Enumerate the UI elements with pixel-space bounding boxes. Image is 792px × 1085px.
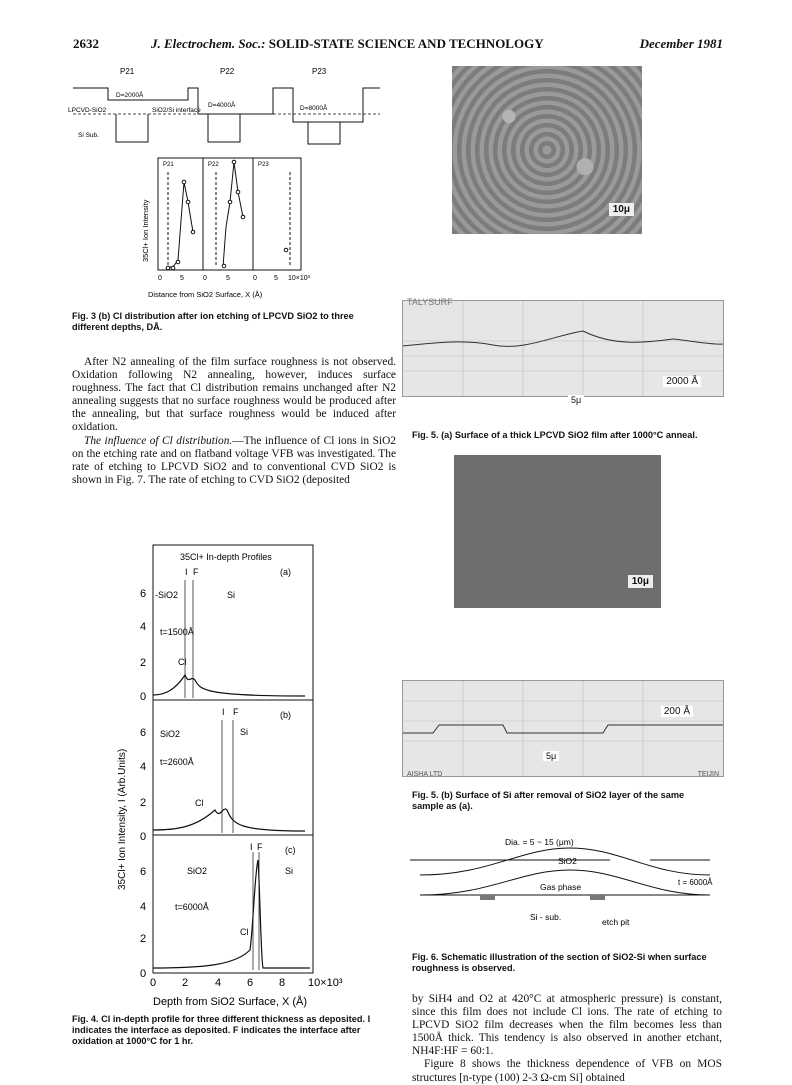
right-column-text [412,993,722,1085]
svg-text:P21: P21 [163,162,174,168]
svg-text:5: 5 [180,275,184,282]
fig6-etch: etch pit [602,917,630,927]
right-paragraph-1: by SiH4 and O2 at 420°C at atmospheric pressure) is constant, since this film does not include Cl ions. The rate of etching to LPCVD SiO2 film decreases when the film becomes less than 1500Å thick. This tendency is also observed in another etchant, NH4F:HF = 60:1. [412,993,722,1058]
svg-text:t=6000Å: t=6000Å [175,902,209,912]
svg-text:2: 2 [182,977,189,989]
fig5a-scale-bar: 10μ [609,203,634,216]
svg-text:I: I [185,567,188,577]
svg-text:5: 5 [226,275,230,282]
talysurf-label: TALYSURF [407,297,453,307]
fig4-title: 35Cl+ In-depth Profiles [180,552,272,562]
svg-text:6: 6 [140,866,147,878]
trace-b-scale: 200 Å [661,706,693,717]
svg-text:4: 4 [140,901,147,913]
fig3-caption: Fig. 3 (b) Cl distribution after ion etching of LPCVD SiO2 to three different depths, DÅ. [72,311,354,332]
svg-text:0: 0 [140,831,147,843]
svg-text:Si: Si [285,866,294,876]
journal-title: J. Electrochem. Soc.: SOLID-STATE SCIENCE AND TECHNOLOGY [151,36,544,51]
figure-4 [105,540,400,1010]
issue-date: December 1981 [639,36,723,51]
svg-text:4: 4 [140,621,147,633]
fig3-interface-label: SiO2/Si interface [152,107,201,114]
svg-text:I: I [250,842,253,852]
left-paragraph-2: The influence of Cl distribution.—The influence of Cl ions in SiO2 on the etching rate and on flatband voltage VFB was investigated. The rate of etching to LPCVD SiO2 and to conventional CVD SiO2 is shown in Fig. 7. The rate of etching to CVD SiO2 (deposited [72,434,396,486]
svg-text:6: 6 [140,588,147,600]
right-paragraph-2: Figure 8 shows the thickness dependence of VFB on MOS structures [n-type (100) 2-3 Ω-cm Si] obtained [412,1058,722,1084]
fig5a-micrograph [452,66,642,234]
svg-text:(c): (c) [285,845,296,855]
svg-text:5: 5 [274,275,278,282]
fig5b-scale-bar: 10μ [628,575,653,588]
svg-text:10×10³: 10×10³ [288,275,310,282]
fig6-caption: Fig. 6. Schematic illustration of the section of SiO2-Si when surface roughness is observed. [412,952,707,973]
svg-text:2: 2 [140,657,147,669]
figure-3 [68,62,398,307]
svg-text:0: 0 [203,275,207,282]
fig3-xticks [158,275,311,282]
svg-text:8: 8 [279,977,286,989]
svg-text:(a): (a) [280,567,291,577]
svg-text:Cl: Cl [240,927,249,937]
page-header [73,36,723,56]
svg-text:(b): (b) [280,710,291,720]
fig3-sample-p21: P21 [120,67,135,76]
svg-text:Si: Si [227,590,236,600]
fig6-gas: Gas phase [540,882,582,892]
svg-text:F: F [193,567,199,577]
svg-text:SiO2: SiO2 [160,729,181,739]
fig6-sio2: SiO2 [558,856,577,866]
svg-text:2: 2 [140,797,147,809]
fig3-ylabel: 35Cl+ Ion Intensity [141,199,150,262]
svg-text:P23: P23 [258,162,269,168]
svg-text:-SiO2: -SiO2 [155,590,179,600]
svg-text:6: 6 [247,977,254,989]
svg-text:F: F [233,707,239,717]
svg-text:P22: P22 [208,162,219,168]
fig4-ylabel: 35Cl+ Ion Intensity, I (Arb.Units) [117,748,128,890]
page-number: 2632 [73,36,99,51]
fig6-dia: Dia. = 5 ~ 15 (μm) [505,837,574,847]
svg-text:t=2600Å: t=2600Å [160,757,194,767]
fig4-xlabel: Depth from SiO2 Surface, X (Å) [153,996,308,1008]
svg-text:Cl: Cl [178,657,187,667]
left-column-text [72,356,396,487]
fig4-yticks [140,588,146,980]
trace-b-left: AISHA LTD [407,771,443,778]
svg-text:t=1500Å: t=1500Å [160,627,194,637]
svg-text:0: 0 [158,275,162,282]
svg-text:4: 4 [140,761,147,773]
trace-b-x: 5μ [543,751,559,761]
svg-text:Si: Si [240,727,249,737]
fig3-xlabel: Distance from SiO2 Surface, X (Å) [148,290,263,299]
fig3-sample-p22: P22 [220,67,235,76]
svg-text:I: I [222,707,225,717]
svg-text:4: 4 [215,977,222,989]
fig3-depth-1: D=2000Å [116,92,144,99]
fig5a-trace [402,297,724,405]
fig3-depth-2: D=4000Å [208,102,236,109]
fig5b-micrograph [454,455,661,608]
fig4-caption: Fig. 4. Cl in-depth profile for three different thickness as deposited. I indicates the interface as deposited. F indicates the interface after oxidation at 1000°C for 1 hr. [72,1014,371,1046]
svg-text:0: 0 [150,977,157,989]
fig5a-caption: Fig. 5. (a) Surface of a thick LPCVD SiO2 film after 1000°C anneal. [412,430,698,440]
fig3-sub-label: Si Sub. [78,132,99,139]
svg-text:2: 2 [140,933,147,945]
svg-text:F: F [257,842,263,852]
svg-text:6: 6 [140,727,147,739]
svg-text:SiO2: SiO2 [187,866,208,876]
fig4-xticks [150,977,343,989]
svg-text:0: 0 [140,691,147,703]
fig3-sample-p23: P23 [312,67,327,76]
fig6-sisub: Si - sub. [530,912,562,922]
fig5b-trace [402,680,724,777]
fig3-layer-label: LPCVD-SiO2 [68,107,107,114]
trace-a-x: 5μ [568,395,584,405]
svg-text:0: 0 [140,968,147,980]
trace-b-right: TEIJIN [697,771,719,778]
trace-a-scale: 2000 Å [663,376,701,387]
fig5b-caption: Fig. 5. (b) Surface of Si after removal of SiO2 layer of the same sample as (a). [412,790,685,811]
svg-text:10×10³: 10×10³ [308,977,343,989]
left-paragraph-1: After N2 annealing of the film surface roughness is not observed. Oxidation following N2 annealing, however, induces surface roughness. The fact that Cl distribution remains unchanged after N2 annealing suggests that no surface roughness would be produced after the annealing, but that surface roughness would be induced after oxidation. [72,356,396,434]
fig3-depth-3: D=8000Å [300,105,328,112]
svg-text:Cl: Cl [195,798,204,808]
svg-text:0: 0 [253,275,257,282]
fig6-t: t = 6000Å [678,878,713,887]
figure-6 [410,830,720,950]
